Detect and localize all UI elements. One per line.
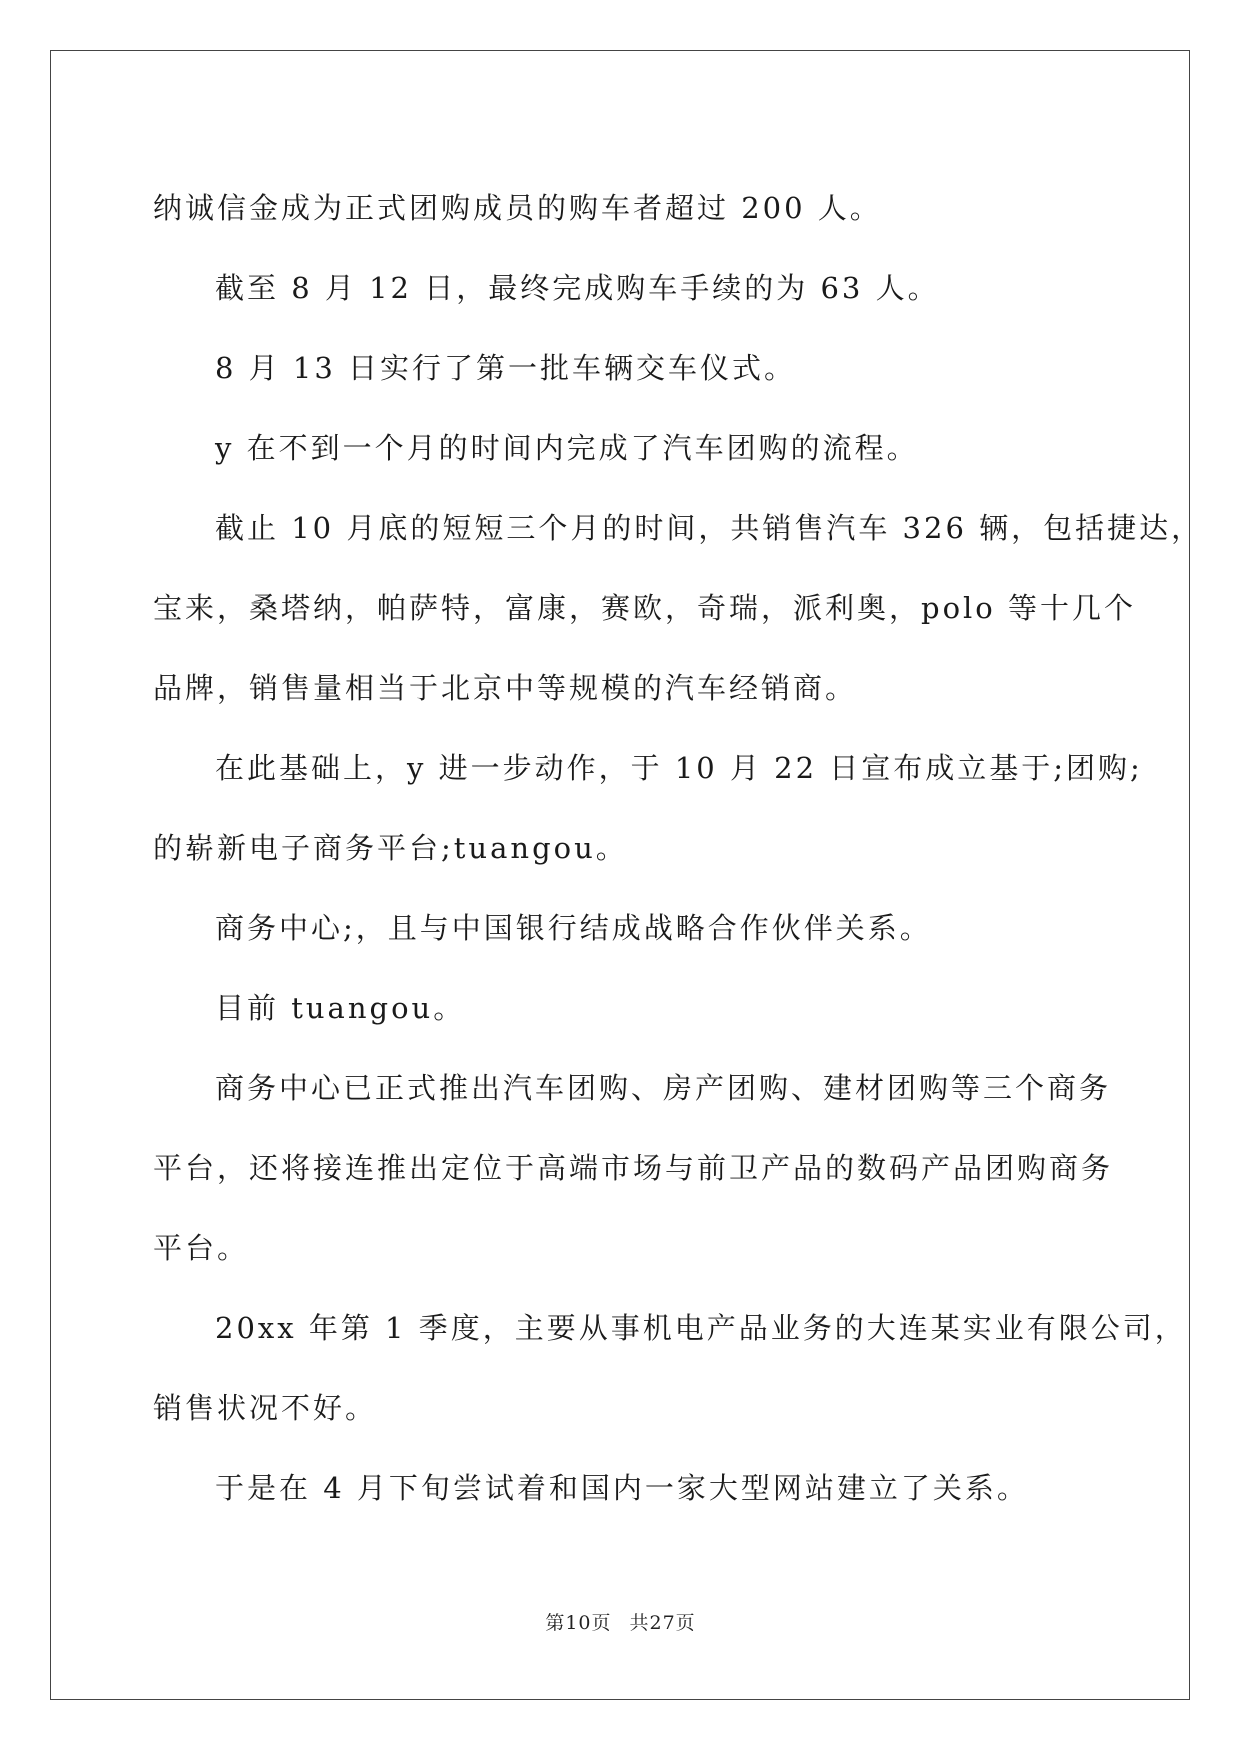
text-line-13: 平台，还将接连推出定位于高端市场与前卫产品的数码产品团购商务 [153,1151,1114,1185]
text-line-14: 平台。 [153,1231,250,1265]
text-line-12: 商务中心已正式推出汽车团购、房产团购、建材团购等三个商务 [215,1071,1112,1105]
text-line-2: 截至 8 月 12 日，最终完成购车手续的为 63 人。 [215,271,940,305]
text-line-10: 商务中心;，且与中国银行结成战略合作伙伴关系。 [215,911,932,945]
text-line-6: 宝来，桑塔纳，帕萨特，富康，赛欧，奇瑞，派利奥，polo 等十几个 [153,591,1136,625]
text-line-17: 于是在 4 月下旬尝试着和国内一家大型网站建立了关系。 [215,1471,1029,1505]
text-line-3: 8 月 13 日实行了第一批车辆交车仪式。 [215,351,797,385]
text-line-16: 销售状况不好。 [153,1391,378,1425]
text-line-5: 截止 10 月底的短短三个月的时间，共销售汽车 326 辆，包括捷达， [215,511,1204,545]
text-line-1: 纳诚信金成为正式团购成员的购车者超过 200 人。 [153,191,882,225]
text-line-8: 在此基础上，y 进一步动作，于 10 月 22 日宣布成立基于;团购; [215,751,1143,785]
document-body [153,168,1204,1528]
text-line-9: 的崭新电子商务平台;tuangou。 [153,831,628,865]
text-line-15: 20xx 年第 1 季度，主要从事机电产品业务的大连某实业有限公司， [215,1311,1187,1345]
text-line-7: 品牌，销售量相当于北京中等规模的汽车经销商。 [153,671,858,705]
text-line-4: y 在不到一个月的时间内完成了汽车团购的流程。 [215,431,919,465]
page-total: 共27页 [629,1612,696,1634]
page-footer [0,1608,1241,1635]
text-line-11: 目前 tuangou。 [215,991,466,1025]
page-number: 第10页 [545,1612,612,1634]
